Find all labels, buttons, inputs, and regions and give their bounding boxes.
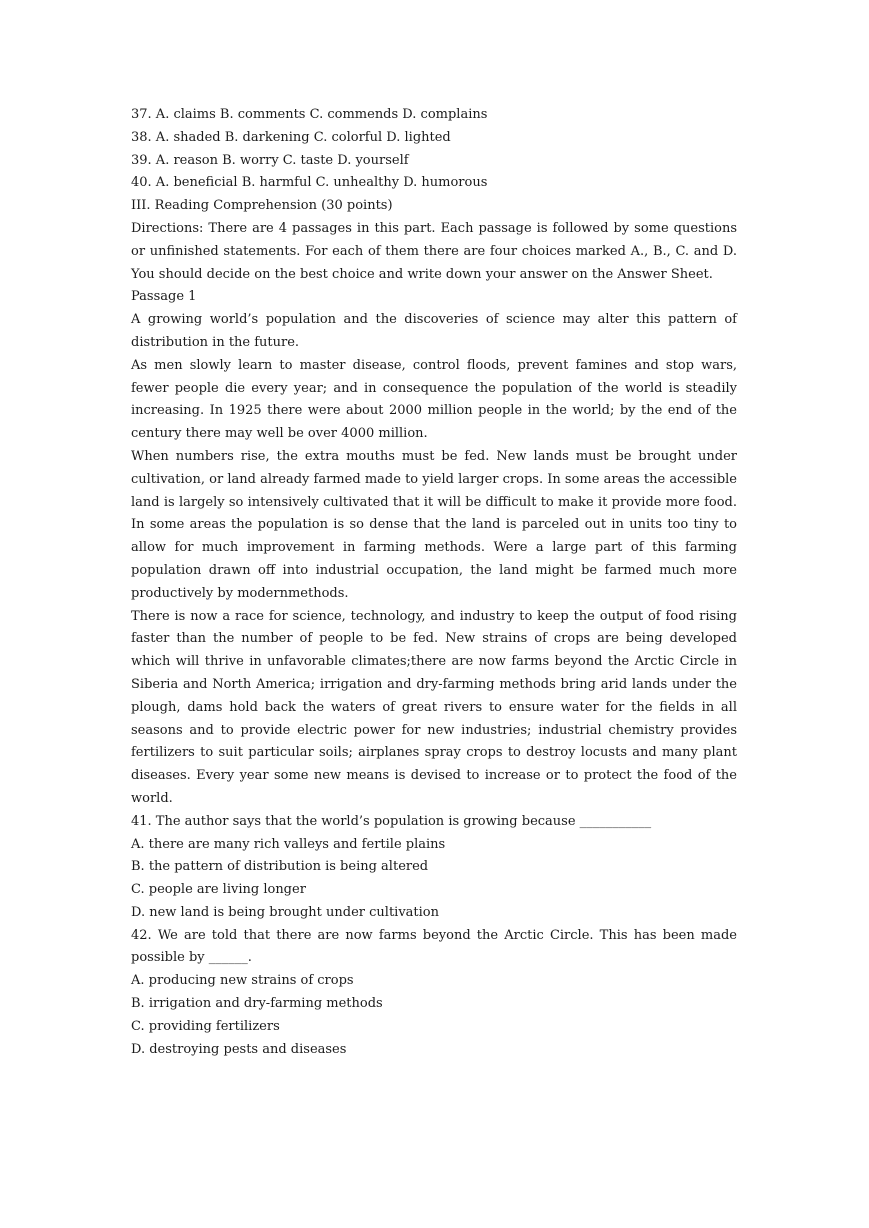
- passage-body: [131, 309, 737, 811]
- answer-option: B. irrigation and dry-farming methods: [131, 996, 383, 1012]
- passage-title: Passage 1: [131, 289, 197, 305]
- cloze-option-40: 40. A. beneficial B. harmful C. unhealthy D. humorous: [131, 175, 488, 191]
- document-page: [131, 104, 737, 1061]
- question-stem: 42. We are told that there are now farms beyond the Arctic Circle. This has been made possible by ______.: [131, 927, 737, 966]
- cloze-option-37: 37. A. claims B. comments C. commends D. complains: [131, 107, 488, 122]
- passage-paragraph: As men slowly learn to master disease, control floods, prevent famines and stop wars, fewer people die every year; and in consequence the population of the world is steadily increasing. In 1925 there were about 2000 million people in the world; by the end of the century there may well be over 4000 million.: [131, 357, 737, 442]
- answer-option: A. producing new strains of crops: [131, 973, 354, 989]
- cloze-options-block: [131, 104, 737, 195]
- directions-text: Directions: There are 4 passages in this part. Each passage is followed by some questions or unfinished statements. For each of them there are four choices marked A., B., C. and D. You should decide on the best choice and write down your answer on the Answer Sheet.: [131, 220, 737, 282]
- cloze-option-38: 38. A. shaded B. darkening C. colorful D. lighted: [131, 129, 451, 145]
- passage-paragraph: When numbers rise, the extra mouths must be fed. New lands must be brought under cultivation, or land already farmed made to yield larger crops. In some areas the accessible land is largely so intensively cultivated that it will be difficult to make it provide more food. In some areas the population is so dense that the land is parceled out in units too tiny to allow for much improvement in farming methods. Were a large part of this farming population drawn off into industrial occupation, the land might be farmed much more productively by modernmethods.: [131, 448, 737, 601]
- section-title: III. Reading Comprehension (30 points): [131, 198, 393, 214]
- answer-option: D. destroying pests and diseases: [131, 1041, 347, 1057]
- answer-option: C. people are living longer: [131, 882, 306, 898]
- question-42: [131, 925, 737, 1062]
- question-41: [131, 811, 737, 925]
- answer-option: B. the pattern of distribution is being altered: [131, 859, 429, 875]
- question-stem: 41. The author says that the world’s population is growing because ___________: [131, 813, 652, 829]
- passage-paragraph: A growing world’s population and the discoveries of science may alter this pattern of distribution in the future.: [131, 312, 737, 350]
- passage-paragraph: There is now a race for science, technology, and industry to keep the output of food rising faster than the number of people to be fed. New strains of crops are being developed which will thrive in unfavorable climates;there are now farms beyond the Arctic Circle in Siberia and North America; irrigation and dry-farming methods bring arid lands under the plough, dams hold back the waters of great rivers to ensure water for the fields in all seasons and to provide electric power for new industries; industrial chemistry provides fertilizers to suit particular soils; airplanes spray crops to destroy locusts and many plant diseases. Every year some new means is devised to increase or to protect the food of the world.: [131, 608, 737, 806]
- cloze-option-39: 39. A. reason B. worry C. taste D. yourself: [131, 152, 409, 168]
- answer-option: C. providing fertilizers: [131, 1018, 280, 1034]
- answer-option: A. there are many rich valleys and fertile plains: [131, 836, 446, 852]
- answer-option: D. new land is being brought under cultivation: [131, 904, 440, 920]
